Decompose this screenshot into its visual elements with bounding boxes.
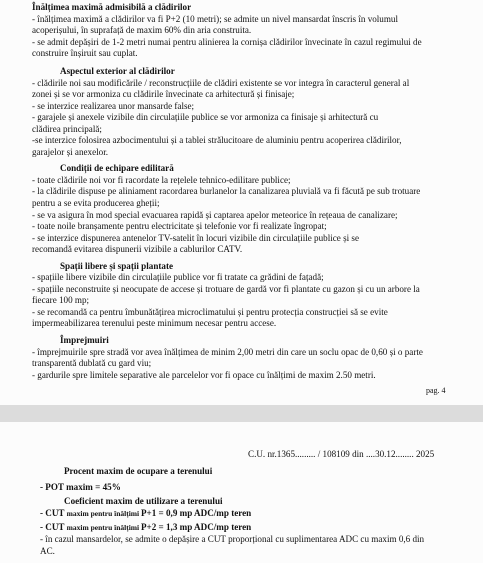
fence-line-3: - gardurile spre limitele separative ale parcelelor vor fi opace cu înălțimi de maxim 2.50 metri. [32, 370, 376, 380]
green-line-5: impermeabilizarea terenului peste minimum necesar pentru accese. [32, 318, 277, 328]
cut-heading: Coeficient maxim de utilizare a terenului [64, 496, 223, 506]
page-number: pag. 4 [426, 386, 446, 395]
cut-p1-value: P+1 = 0,9 mp ADC/mp teren [141, 508, 252, 518]
utilities-line-1: - toate clădirile noi vor fi racordate la rețelele tehnico-edilitare publice; [32, 175, 291, 185]
attic-line-2: AC. [40, 546, 55, 556]
utilities-line-4: - se va asigura în mod special evacuarea rapidă și captarea apelor meteorice în rețeaua de canalizare; [32, 210, 398, 220]
exterior-line-6: -se interzice folosirea azbocimentului și a tablei strălucitoare de aluminiu pentru acoperirea clădirilor, [32, 135, 402, 145]
utilities-line-2: - la clădirile dispuse pe aliniament racordarea burlanelor la canalizarea pluvială va fi făcută pe sub trotuare [32, 186, 421, 196]
cut-p1-prefix: - CUT [40, 508, 67, 518]
cut-p1-line [40, 508, 251, 519]
utilities-heading: Condiții de echipare edilitară [60, 163, 174, 173]
certificate-reference: C.U. nr.1365......... / 108109 din ....30.12........ 2025 [248, 449, 435, 459]
height-line-1: - înălțimea maximă a clădirilor va fi P+2 (10 metri); se admite un nivel mansardat înscris în volumul [32, 14, 399, 24]
exterior-line-7: garajelor și anexelor. [32, 147, 108, 157]
pot-value: - POT maxim = 45% [40, 482, 121, 492]
cut-p2-prefix: - CUT [40, 522, 67, 532]
exterior-heading: Aspectul exterior al clădirilor [60, 66, 175, 76]
exterior-line-1: - clădirile noi sau modificările / reconstrucțiile de clădiri existente se vor integra în caracterul general al [32, 78, 410, 88]
cut-p2-line [40, 522, 251, 533]
utilities-line-3: pentru a se evita producerea gheții; [32, 198, 160, 208]
green-line-2: - spațiile neconstruite și neocupate de accese și trotuare de gardă vor fi plantate cu gazon și cu un arbore la [32, 284, 420, 294]
fence-heading: Împrejmuiri [60, 335, 109, 345]
utilities-line-7: recomandă evitarea dispunerii vizibile a cablurilor CATV. [32, 244, 243, 254]
green-line-1: - spațiile libere vizibile din circulațiile publice vor fi tratate ca grădini de fațadă; [32, 272, 324, 282]
pot-heading: Procent maxim de ocupare a terenului [64, 466, 213, 476]
green-heading: Spații libere și spații plantate [60, 261, 174, 271]
cut-p2-value: P+2 = 1,3 mp ADC/mp teren [141, 522, 252, 532]
green-line-4: - se recomandă ca pentru îmbunătățirea microclimatului și pentru protecția construcției să se evite [32, 307, 388, 317]
height-line-2: acoperișului, în suprafață de maxim 60% din aria construita. [32, 25, 252, 35]
exterior-line-2: zonei și se vor armoniza cu clădirile învecinate ca arhitectură și finisaje; [32, 89, 295, 99]
page-separator [0, 405, 483, 422]
height-line-4: construire înșiruit sau cuplat. [32, 48, 138, 58]
green-line-3: fiecare 100 mp; [32, 295, 90, 305]
utilities-line-5: - toate noile branșamente pentru electricitate și telefonie vor fi realizate îngropat; [32, 221, 327, 231]
height-heading: Înălțimea maximă admisibilă a clădirilor [32, 2, 192, 12]
exterior-line-3: - se interzice realizarea unor mansarde false; [32, 101, 195, 111]
document-page-5 [0, 422, 483, 563]
exterior-line-5: clădirea principală; [32, 124, 102, 134]
utilities-line-6: - se interzice dispunerea antenelor TV-satelit în locuri vizibile din circulațiile publice și se [32, 233, 360, 243]
cut-p2-qualifier: maxim pentru înălțimi [66, 523, 141, 532]
cut-p1-qualifier: maxim pentru înălțimi [66, 509, 141, 518]
attic-line-1: - în cazul mansardelor, se admite o depășire a CUT proporțional cu suplimentarea ADC cu maxim 0,6 din [40, 534, 425, 544]
fence-line-2: transparentă dublată cu gard viu; [32, 358, 152, 368]
fence-line-1: - împrejmuirile spre stradă vor avea înălțimea de minim 2,00 metri din care un soclu opac de 0,60 și o parte [32, 347, 423, 357]
height-line-3: - se admit depășiri de 1-2 metri numai pentru alinierea la cornișa clădirilor învecinate în cazul regimului de [32, 37, 422, 47]
exterior-line-4: - garajele și anexele vizibile din circulațiile publice se vor armoniza ca finisaje și arhitectură cu [32, 112, 379, 122]
